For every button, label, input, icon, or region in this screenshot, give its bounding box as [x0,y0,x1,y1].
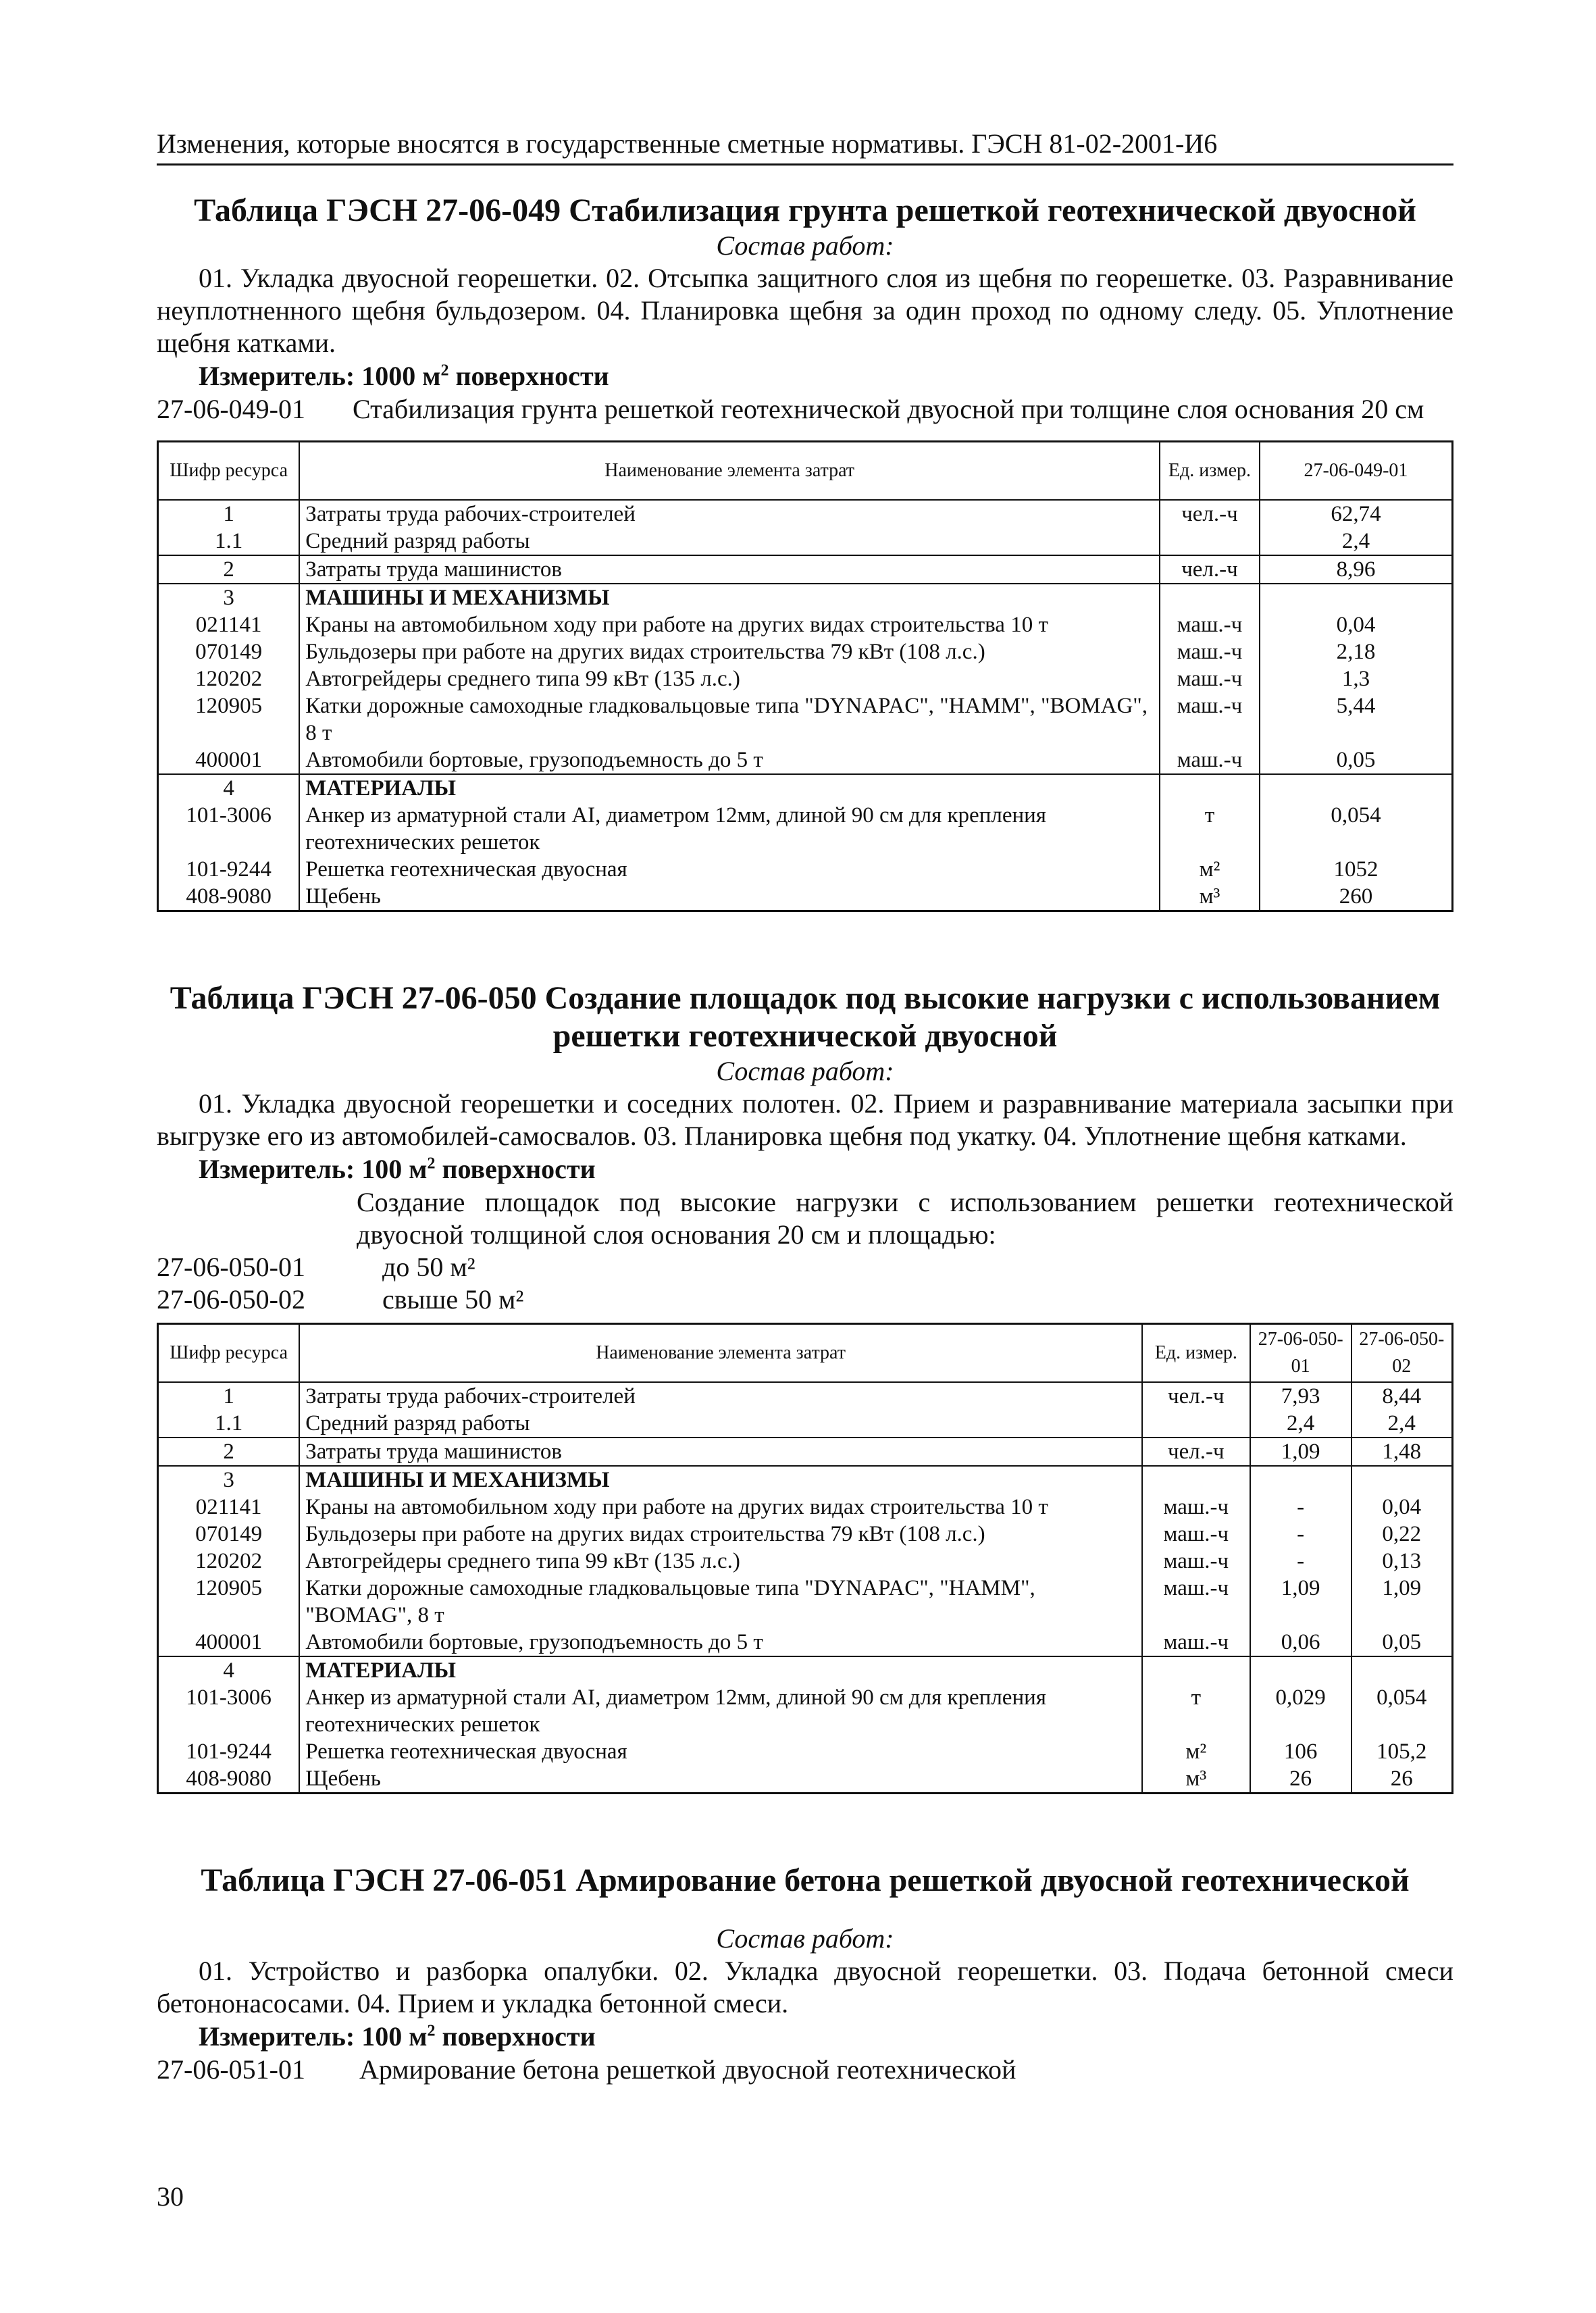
cell-name: Анкер из арматурной стали AI, диаметром 12мм, длиной 90 см для крепления геотехнических решеток [299,1684,1142,1738]
cell-unit [1160,584,1260,611]
cell-unit: маш.-ч [1160,611,1260,638]
norm-code-text: Стабилизация грунта решеткой геотехнической двуосной при толщине слоя основания 20 см [353,394,1424,424]
table-row [158,856,1453,883]
norm-code: 27-06-050-01 [157,1252,305,1282]
table-row [158,1438,1453,1466]
measure-tail: поверхности [435,1154,596,1184]
measure-label: Измеритель: [199,361,355,391]
cell-unit: маш.-ч [1142,1575,1250,1629]
cell-name: МАТЕРИАЛЫ [299,774,1160,802]
cell-value-2: 105,2 [1352,1738,1453,1765]
cell-code: 070149 [195,640,263,664]
col-header-name: Наименование элемента затрат [299,442,1160,501]
cell-value-1: 1052 [1260,856,1453,883]
cell-name: Краны на автомобильном ходу при работе на других видах строительства 10 т [299,611,1160,638]
cell-code: 408-9080 [186,884,272,909]
cell-unit: маш.-ч [1142,1521,1250,1548]
cell-name: Щебень [299,1765,1142,1794]
cell-name: Средний разряд работы [299,1410,1142,1438]
col-header-unit: Ед. измер. [1160,442,1260,501]
cell-value-2: 8,44 [1352,1382,1453,1410]
cell-value-1: 1,3 [1260,665,1453,692]
work-composition-heading: Состав работ: [716,1923,894,1954]
cell-value-2: 1,48 [1352,1438,1453,1466]
cell-unit: м² [1142,1738,1250,1765]
cell-unit: т [1160,802,1260,856]
cell-code: 120905 [195,1576,263,1600]
cell-name: Бульдозеры при работе на других видах строительства 79 кВт (108 л.с.) [299,638,1160,665]
cell-name: Бульдозеры при работе на других видах строительства 79 кВт (108 л.с.) [299,1521,1142,1548]
cell-unit: м³ [1160,883,1260,911]
col-header-code: Шифр ресурса [158,442,300,501]
cell-value-1: 8,96 [1260,555,1453,584]
table-row [158,1410,1453,1438]
norm-code: 27-06-051-01 [157,2054,305,2085]
cell-name: Затраты труда машинистов [299,555,1160,584]
cell-value-1: - [1250,1521,1352,1548]
cell-value-1: 5,44 [1260,692,1453,746]
cell-value-1: 0,054 [1260,802,1453,856]
table-row [158,665,1453,692]
cell-name: Автомобили бортовые, грузоподъемность до 5 т [299,1629,1142,1656]
table-row [158,611,1453,638]
table-row [158,746,1453,774]
cell-value-1 [1260,584,1453,611]
cell-name: Автогрейдеры среднего типа 99 кВт (135 л.с.) [299,1548,1142,1575]
table-row [158,1521,1453,1548]
measure-line [157,1152,1453,1186]
cell-value-1 [1250,1466,1352,1494]
cell-name: МАТЕРИАЛЫ [299,1656,1142,1684]
measure-sup: 2 [440,361,449,380]
cell-value-2: 0,13 [1352,1548,1453,1575]
cell-code: 1.1 [215,1411,243,1435]
resource-table-050 [157,1323,1453,1794]
cell-code: 120905 [195,694,263,718]
cell-value-2: 0,054 [1352,1684,1453,1738]
norm-code-text: свыше 50 м² [382,1284,524,1315]
table-row [158,1548,1453,1575]
resource-table-049-wrapper [157,440,1453,912]
resource-table-049 [157,440,1453,912]
cell-code: 4 [158,1656,300,1684]
cell-unit: маш.-ч [1160,746,1260,774]
measure-line [157,2020,1453,2054]
table-row [158,1575,1453,1629]
cell-code: 2 [158,1438,300,1466]
resource-table-050-wrapper [157,1323,1453,1794]
cell-code: 120202 [195,667,263,691]
col-header-name: Наименование элемента затрат [299,1324,1142,1383]
cell-unit: м² [1160,856,1260,883]
cell-value-1: 7,93 [1250,1382,1352,1410]
table-row [158,1466,1453,1494]
cell-value-1: 0,04 [1260,611,1453,638]
cell-value-2 [1352,1466,1453,1494]
table-row [158,1738,1453,1765]
cell-code: 101-9244 [186,857,272,882]
table-row [158,774,1453,802]
cell-name: Анкер из арматурной стали AI, диаметром 12мм, длиной 90 см для крепления геотехнических решеток [299,802,1160,856]
measure-label: Измеритель: [199,1154,355,1184]
table-row [158,1684,1453,1738]
cell-unit: маш.-ч [1160,665,1260,692]
norm-code: 27-06-049-01 [157,394,305,424]
table-row [158,802,1453,856]
work-composition-heading: Состав работ: [716,230,894,261]
col-header-value-2: 27-06-050-02 [1352,1324,1453,1383]
cell-unit [1160,528,1260,555]
table-row [158,638,1453,665]
work-composition-text: 01. Устройство и разборка опалубки. 02. Укладка двуосной георешетки. 03. Подача бетонной смеси бетононасосами. 04. Прием и укладка бетонной смеси. [157,1956,1453,2018]
cell-code: 101-3006 [186,1685,272,1710]
cell-value-1: 0,05 [1260,746,1453,774]
cell-name: Автомобили бортовые, грузоподъемность до 5 т [299,746,1160,774]
measure-sup: 2 [427,2022,436,2040]
cell-value-1: 1,09 [1250,1575,1352,1629]
section-title: Таблица ГЭСН 27-06-051 Армирование бетона решеткой двуосной геотехнической [201,1862,1410,1898]
cell-name: Автогрейдеры среднего типа 99 кВт (135 л.с.) [299,665,1160,692]
col-header-code: Шифр ресурса [158,1324,300,1383]
norm-code-text: Армирование бетона решеткой двуосной геотехнической [359,2054,1016,2085]
cell-name: Затраты труда машинистов [299,1438,1142,1466]
table-row [158,1629,1453,1656]
measure-value: 1000 м [361,361,441,391]
cell-value-1: 0,029 [1250,1684,1352,1738]
norm-intro-text: Создание площадок под высокие нагрузки с использованием решетки геотехнической двуосной толщиной слоя основания 20 см и площадью: [357,1187,1453,1250]
cell-unit [1142,1410,1250,1438]
cell-value-1: 26 [1250,1765,1352,1794]
cell-code: 101-9244 [186,1739,272,1764]
cell-unit: маш.-ч [1160,638,1260,665]
cell-code: 1.1 [215,529,243,553]
work-composition-text: 01. Укладка двуосной георешетки и соседних полотен. 02. Прием и разравнивание материала засыпки при выгрузке его из автомобилей-самосвалов. 03. Планировка щебня под укатку. 04. Уплотнение щебня катками. [157,1088,1453,1151]
section-27-06-049 [157,192,1453,426]
norm-code-line-1 [157,1251,1453,1283]
section-title: Таблица ГЭСН 27-06-049 Стабилизация грунта решеткой геотехнической двуосной [194,193,1416,228]
cell-code: 400001 [195,1630,263,1654]
table-row [158,692,1453,746]
table-row [158,883,1453,911]
cell-code: 3 [158,1466,300,1494]
norm-code-text: до 50 м² [382,1252,475,1282]
work-composition-text: 01. Укладка двуосной георешетки. 02. Отсыпка защитного слоя из щебня по георешетке. 03. Разравнивание неуплотненного щебня бульдозером. 04. Планировка щебня за один проход по одному следу. 05. Уплотнение щебня катками. [157,263,1453,358]
cell-unit: маш.-ч [1142,1629,1250,1656]
cell-unit: маш.-ч [1160,692,1260,746]
work-composition-heading: Состав работ: [716,1056,894,1086]
measure-line [157,359,1453,393]
cell-value-1: 1,09 [1250,1438,1352,1466]
table-row [158,1382,1453,1410]
measure-tail: поверхности [448,361,609,391]
section-title-line2: решетки геотехнической двуосной [552,1018,1058,1054]
norm-code-line [157,2054,1453,2086]
cell-value-1: 2,18 [1260,638,1453,665]
cell-value-1: 106 [1250,1738,1352,1765]
cell-unit [1142,1656,1250,1684]
table-row [158,555,1453,584]
measure-value: 100 м [361,2021,428,2052]
norm-code: 27-06-050-02 [157,1284,305,1315]
cell-unit: чел.-ч [1160,555,1260,584]
table-row [158,500,1453,528]
cell-value-1: 260 [1260,883,1453,911]
cell-unit [1160,774,1260,802]
cell-code: 070149 [195,1522,263,1546]
cell-code: 2 [158,555,300,584]
measure-label: Измеритель: [199,2021,355,2052]
cell-value-2: 26 [1352,1765,1453,1794]
cell-code: 408-9080 [186,1766,272,1791]
cell-value-1 [1250,1656,1352,1684]
table-row [158,584,1453,611]
cell-value-2: 2,4 [1352,1410,1453,1438]
cell-unit: чел.-ч [1142,1382,1250,1410]
cell-name: Затраты труда рабочих-строителей [299,500,1160,528]
table-row [158,1765,1453,1794]
cell-value-1 [1260,774,1453,802]
table-row [158,1494,1453,1521]
cell-name: Решетка геотехническая двуосная [299,1738,1142,1765]
cell-code: 1 [223,502,234,526]
norm-code-line [157,393,1453,426]
cell-value-1: 2,4 [1260,528,1453,555]
cell-value-1: 62,74 [1260,500,1453,528]
running-header: Изменения, которые вносятся в государственные сметные нормативы. ГЭСН 81-02-2001-И6 [157,128,1453,166]
section-title: Таблица ГЭСН 27-06-050 Создание площадок под высокие нагрузки с использованием [170,980,1441,1016]
cell-code: 400001 [195,748,263,772]
cell-unit: чел.-ч [1160,500,1260,528]
norm-code-line-2 [157,1283,1453,1316]
cell-value-2 [1352,1656,1453,1684]
col-header-value: 27-06-049-01 [1260,442,1453,501]
cell-value-2: 1,09 [1352,1575,1453,1629]
section-27-06-050 [157,980,1453,1316]
page-number: 30 [157,2181,184,2212]
cell-code: 021141 [195,1495,262,1519]
cell-unit: маш.-ч [1142,1548,1250,1575]
cell-name: Средний разряд работы [299,528,1160,555]
cell-value-1: - [1250,1494,1352,1521]
cell-code: 4 [158,774,300,802]
col-header-value-1: 27-06-050-01 [1250,1324,1352,1383]
section-27-06-051 [157,1862,1453,2086]
cell-value-1: 0,06 [1250,1629,1352,1656]
cell-value-1: 2,4 [1250,1410,1352,1438]
cell-unit [1142,1466,1250,1494]
cell-unit: м³ [1142,1765,1250,1794]
cell-value-2: 0,05 [1352,1629,1453,1656]
cell-unit: маш.-ч [1142,1494,1250,1521]
cell-unit: т [1142,1684,1250,1738]
measure-value: 100 м [361,1154,428,1184]
cell-value-2: 0,22 [1352,1521,1453,1548]
col-header-unit: Ед. измер. [1142,1324,1250,1383]
cell-code: 101-3006 [186,803,272,828]
cell-unit: чел.-ч [1142,1438,1250,1466]
cell-name: Краны на автомобильном ходу при работе на других видах строительства 10 т [299,1494,1142,1521]
cell-code: 3 [158,584,300,611]
cell-name: Катки дорожные самоходные гладковальцовые типа "DYNAPAC", "HAMM", "BOMAG", 8 т [299,692,1160,746]
cell-code: 120202 [195,1549,263,1573]
table-row [158,1656,1453,1684]
cell-value-1: - [1250,1548,1352,1575]
cell-name: МАШИНЫ И МЕХАНИЗМЫ [299,1466,1142,1494]
measure-tail: поверхности [435,2021,596,2052]
cell-name: Щебень [299,883,1160,911]
cell-name: Затраты труда рабочих-строителей [299,1382,1142,1410]
cell-name: МАШИНЫ И МЕХАНИЗМЫ [299,584,1160,611]
measure-sup: 2 [427,1154,436,1173]
cell-code: 021141 [195,613,262,637]
table-row [158,528,1453,555]
cell-name: Катки дорожные самоходные гладковальцовые типа "DYNAPAC", "HAMM", "BOMAG", 8 т [299,1575,1142,1629]
cell-value-2: 0,04 [1352,1494,1453,1521]
cell-name: Решетка геотехническая двуосная [299,856,1160,883]
cell-code: 1 [223,1384,234,1408]
